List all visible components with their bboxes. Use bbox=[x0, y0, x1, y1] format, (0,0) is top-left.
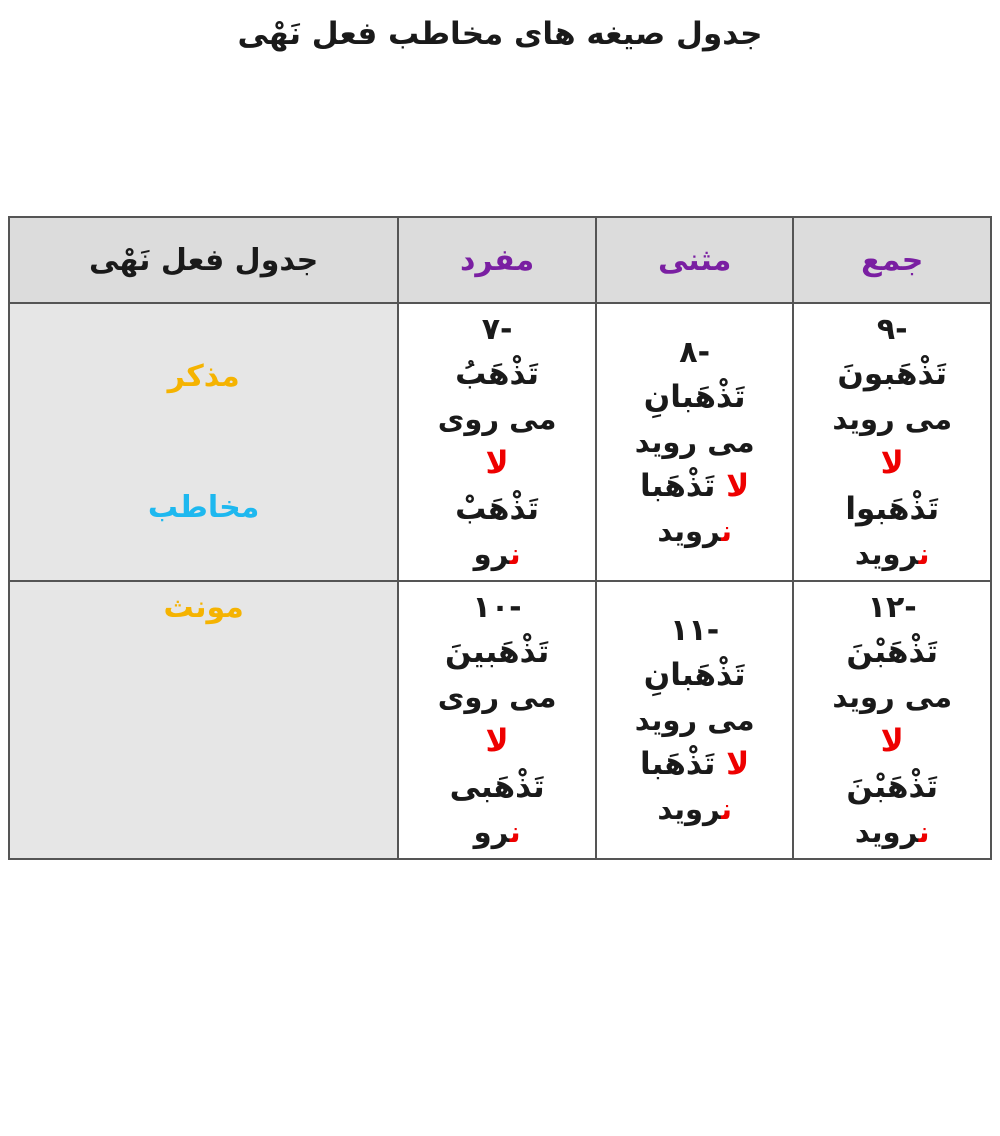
persian-prohibitive-prefix: ن bbox=[509, 536, 521, 571]
persian-present: می روید bbox=[832, 402, 953, 437]
table-body bbox=[9, 303, 991, 859]
cell-feminine-dual bbox=[596, 581, 794, 859]
form-number: -۱۰ bbox=[472, 589, 522, 625]
table-row-masculine bbox=[9, 303, 991, 581]
persian-prohibitive-line bbox=[401, 811, 593, 854]
persian-prohibitive-prefix: ن bbox=[721, 513, 732, 548]
cell-masculine-plural bbox=[793, 303, 991, 581]
column-header-corner: جدول فعل نَهْی bbox=[9, 217, 398, 303]
persian-present: می روی bbox=[437, 402, 557, 437]
persian-present: می روید bbox=[634, 425, 755, 460]
form-number: -۱۲ bbox=[867, 589, 917, 625]
form-number: -۷ bbox=[481, 312, 513, 347]
persian-prohibitive-stem: رو bbox=[473, 814, 510, 849]
verb-conjugation-table bbox=[8, 216, 992, 860]
arabic-prohibitive: تَذْهَبا bbox=[640, 745, 716, 782]
column-header-dual: مثنی bbox=[596, 217, 794, 303]
table-header-row bbox=[9, 217, 991, 303]
persian-prohibitive-line bbox=[796, 811, 988, 854]
row-label-addressee-text: مخاطب bbox=[147, 489, 260, 525]
persian-prohibitive-line bbox=[401, 533, 593, 576]
row-label-feminine bbox=[9, 581, 398, 859]
row-label-feminine-text: مونث bbox=[163, 589, 244, 625]
persian-prohibitive-prefix: ن bbox=[918, 814, 930, 849]
arabic-present: تَذْهَبینَ bbox=[444, 634, 550, 671]
cell-feminine-singular bbox=[398, 581, 596, 859]
persian-prohibitive-line bbox=[599, 788, 791, 831]
persian-prohibitive-stem: روید bbox=[854, 814, 919, 849]
arabic-prohibitive: تَذْهَبوا bbox=[845, 491, 940, 528]
page-title: جدول صیغه های مخاطب فعل نَهْی bbox=[237, 16, 763, 52]
row-label-masculine-text: مذکر bbox=[167, 358, 240, 394]
negation-particle: لا bbox=[485, 723, 509, 759]
negation-particle: لا bbox=[880, 445, 904, 482]
cell-masculine-dual bbox=[596, 303, 794, 581]
persian-prohibitive-stem: رو bbox=[473, 536, 510, 571]
persian-present: می روید bbox=[634, 703, 755, 738]
arabic-present: تَذْهَبانِ bbox=[643, 379, 746, 416]
persian-prohibitive-line bbox=[796, 533, 988, 576]
column-header-plural: جمع bbox=[793, 217, 991, 303]
row-label-masculine bbox=[9, 303, 398, 581]
persian-prohibitive-prefix: ن bbox=[509, 814, 521, 849]
arabic-present: تَذْهَبْنَ bbox=[846, 634, 939, 671]
form-number: -۸ bbox=[679, 334, 711, 370]
arabic-present: تَذْهَبانِ bbox=[643, 657, 746, 694]
arabic-prohibitive-with-negation bbox=[599, 742, 791, 788]
persian-prohibitive-prefix: ن bbox=[918, 536, 930, 571]
table-header bbox=[9, 217, 991, 303]
persian-prohibitive-stem: روید bbox=[657, 513, 722, 548]
form-number: -۱۱ bbox=[670, 612, 720, 648]
column-header-singular: مفرد bbox=[398, 217, 596, 303]
arabic-prohibitive: تَذْهَبا bbox=[640, 468, 716, 505]
cell-masculine-singular bbox=[398, 303, 596, 581]
negation-particle: لا bbox=[485, 445, 509, 482]
negation-particle: لا bbox=[726, 745, 750, 782]
arabic-prohibitive: تَذْهَبی bbox=[449, 768, 545, 805]
arabic-prohibitive: تَذْهَبْ bbox=[455, 491, 540, 528]
table-row-feminine bbox=[9, 581, 991, 859]
persian-present: می روید bbox=[832, 680, 953, 715]
persian-prohibitive-line bbox=[599, 510, 791, 553]
persian-present: می روی bbox=[437, 680, 557, 715]
arabic-present: تَذْهَبُ bbox=[455, 356, 540, 393]
persian-prohibitive-stem: روید bbox=[657, 791, 722, 826]
arabic-prohibitive: تَذْهَبْنَ bbox=[846, 768, 939, 805]
negation-particle: لا bbox=[880, 723, 904, 759]
persian-prohibitive-stem: روید bbox=[854, 536, 919, 571]
persian-prohibitive-prefix: ن bbox=[721, 791, 732, 826]
verb-conjugation-table-wrapper bbox=[8, 216, 992, 860]
arabic-prohibitive-with-negation bbox=[599, 464, 791, 510]
arabic-present: تَذْهَبونَ bbox=[837, 356, 948, 393]
form-number: -۹ bbox=[876, 312, 908, 347]
cell-feminine-plural bbox=[793, 581, 991, 859]
negation-particle: لا bbox=[726, 468, 750, 505]
